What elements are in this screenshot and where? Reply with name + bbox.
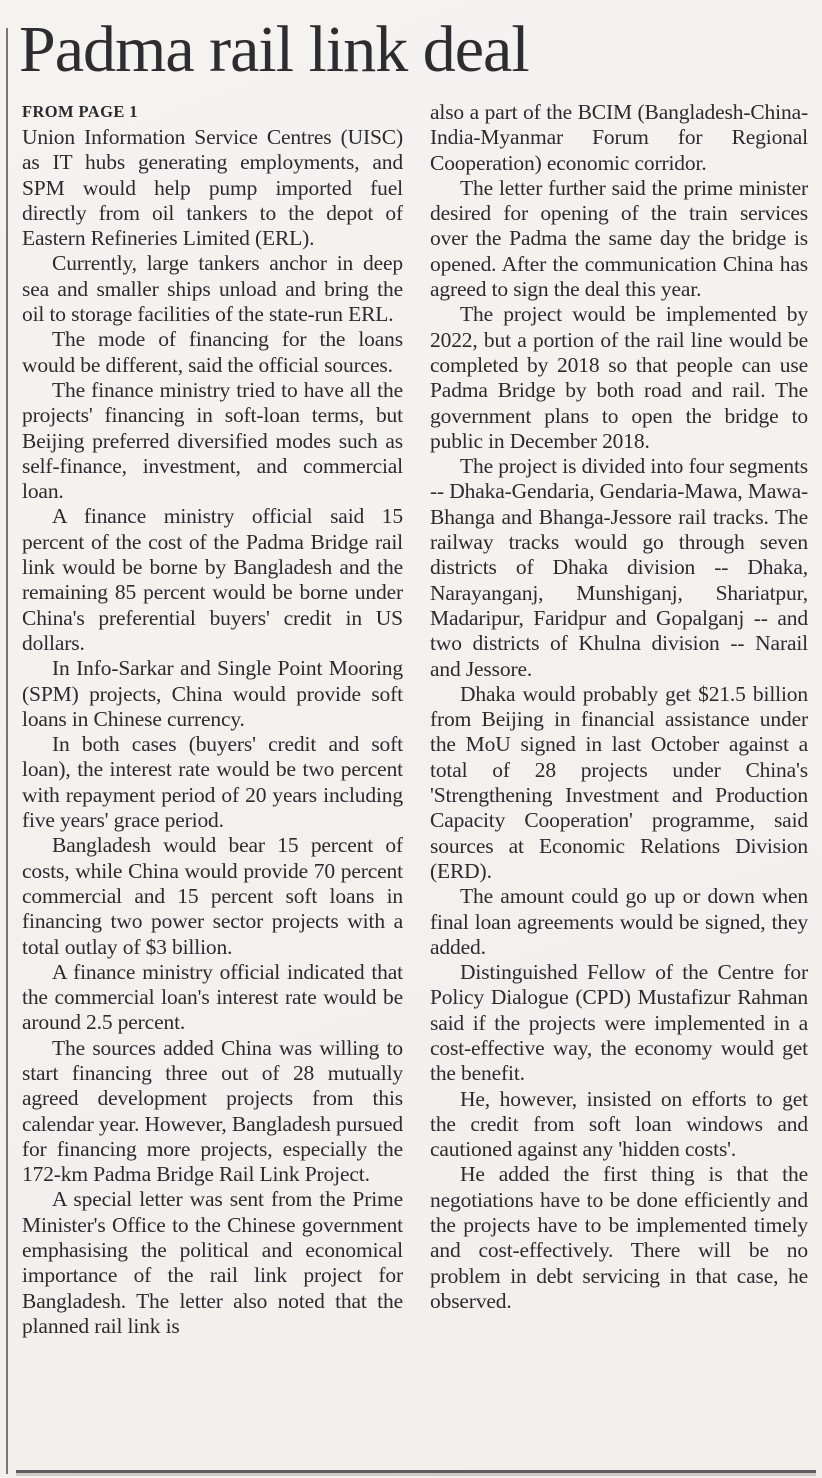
- article-paragraph: He, however, insisted on efforts to get the credit from soft loan windows and cautioned against any 'hidden costs'.: [430, 1086, 808, 1162]
- article-paragraph: A special letter was sent from the Prime Minister's Office to the Chinese government emphasising the political and economical importance of the rail link project for Bangladesh. The letter also noted that the planned rail link is: [22, 1187, 403, 1338]
- article-paragraph: In both cases (buyers' credit and soft loan), the interest rate would be two percent with repayment period of 20 years including five years' grace period.: [22, 732, 403, 833]
- article-paragraph: Distinguished Fellow of the Centre for Policy Dialogue (CPD) Mustafizur Rahman said if the projects were implemented in a cost-effective way, the economy would get the benefit.: [430, 960, 808, 1086]
- article-paragraph: The sources added China was willing to start financing three out of 28 mutually agreed development projects from this calendar year. However, Bangladesh pursued for financing more projects, especially the 172-km Padma Bridge Rail Link Project.: [22, 1035, 403, 1187]
- article-paragraph: Bangladesh would bear 15 percent of costs, while China would provide 70 percent commercial and 15 percent soft loans in financing two power sector projects with a total outlay of $3 billion.: [22, 833, 403, 959]
- right-column-paragraphs: [430, 100, 808, 1314]
- article-paragraph: The project is divided into four segments -- Dhaka-Gendaria, Gendaria-Mawa, Mawa-Bhanga and Bhanga-Jessore rail tracks. The railway tracks would go through seven districts of Dhaka division -- Dhaka, Narayanganj, Munshiganj, Shariatpur, Madaripur, Faridpur and Gopalganj -- and two districts of Khulna division -- Narail and Jessore.: [430, 454, 808, 681]
- article-paragraph: The mode of financing for the loans would be different, said the official sources.: [22, 327, 403, 377]
- article-paragraph: In Info-Sarkar and Single Point Mooring (SPM) projects, China would provide soft loans in Chinese currency.: [22, 656, 403, 731]
- left-column: [22, 100, 403, 1466]
- article-paragraph: Currently, large tankers anchor in deep sea and smaller ships unload and bring the oil to storage facilities of the state-run ERL.: [22, 251, 403, 327]
- article-paragraph: Dhaka would probably get $21.5 billion from Beijing in financial assistance under the MoU signed in last October against a total of 28 projects under China's 'Strengthening Investment and Production Capacity Cooperation' programme, said sources at Economic Relations Division (ERD).: [430, 681, 808, 883]
- article-paragraph: also a part of the BCIM (Bangladesh-China-India-Myanmar Forum for Regional Cooperation) economic corridor.: [430, 100, 808, 175]
- left-border-rule: [6, 28, 8, 1474]
- right-column: [430, 100, 808, 1466]
- headline: Padma rail link deal: [19, 13, 529, 86]
- article-paragraph: The project would be implemented by 2022, but a portion of the rail line would be completed by 2018 so that people can use Padma Bridge by both road and rail. The government plans to open the bridge to public in December 2018.: [430, 302, 808, 453]
- article-paragraph: The letter further said the prime minister desired for opening of the train services over the Padma the same day the bridge is opened. After the communication China has agreed to sign the deal this year.: [430, 175, 808, 302]
- article-paragraph: A finance ministry official said 15 percent of the cost of the Padma Bridge rail link would be borne by Bangladesh and the remaining 85 percent would be borne under China's preferential buyers' credit in US dollars.: [22, 504, 403, 655]
- bottom-divider-rule: [16, 1470, 816, 1473]
- article-body: [22, 100, 808, 1466]
- continuation-kicker: FROM PAGE 1: [22, 102, 138, 121]
- article-paragraph: A finance ministry official indicated that the commercial loan's interest rate would be around 2.5 percent.: [22, 959, 403, 1035]
- left-column-paragraphs: [22, 125, 403, 1339]
- article-paragraph: The finance ministry tried to have all the projects' financing in soft-loan terms, but Beijing preferred diversified modes such as self-finance, investment, and commercial loan.: [22, 377, 403, 504]
- article-paragraph: Union Information Service Centres (UISC) as IT hubs generating employments, and SPM would help pump imported fuel directly from oil tankers to the depot of Eastern Refineries Limited (ERL).: [22, 125, 403, 251]
- article-paragraph: He added the first thing is that the negotiations have to be done efficiently and the projects have to be implemented timely and cost-effectively. There will be no problem in debt servicing in that case, he observed.: [430, 1162, 808, 1313]
- article-paragraph: The amount could go up or down when final loan agreements would be signed, they added.: [430, 884, 808, 959]
